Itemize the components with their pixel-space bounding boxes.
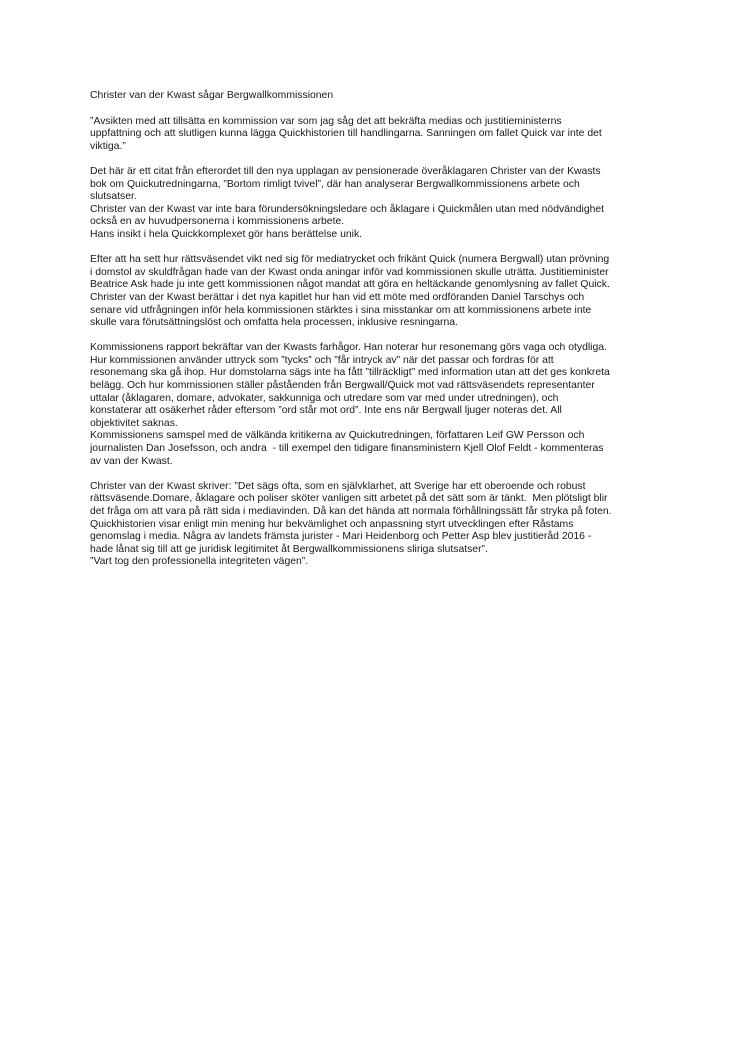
text-line: Efter att ha sett hur rättsväsendet vikt ned sig för mediatrycket och frikänt Quick (numera Bergwall) utan prövning: [90, 254, 610, 266]
text-line: Christer van der Kwast var inte bara förundersökningsledare och åklagare i Quickmålen utan med nödvändighet: [90, 203, 605, 215]
text-line: Hur kommissionen använder uttryck som ”tycks” och ”får intryck av” när det passar och fordras för att: [90, 354, 554, 366]
document-body: [90, 116, 670, 569]
text-line: Christer van der Kwast berättar i det nya kapitlet hur han vid ett möte med ordföranden Daniel Tarschys och: [90, 291, 585, 303]
text-line: av van der Kwast.: [90, 455, 173, 467]
paragraph: [90, 481, 670, 569]
text-line: Kommissionens samspel med de välkända kritikerna av Quickutredningen, författaren Leif GW Persson och: [90, 430, 585, 442]
text-line: Beatrice Ask hade ju inte gett kommissionen något mandat att göra en heltäckande genomlysning av fallet Quick.: [90, 279, 610, 291]
text-line: ”Vart tog den professionella integriteten vägen”.: [90, 556, 309, 568]
text-line: resonemang ska gå ihop. Hur domstolarna sägs inte ha fått ”tillräckligt” med information utan att det ges konkreta: [90, 367, 610, 379]
text-line: viktiga.”: [90, 140, 126, 152]
text-line: det fråga om att vara på rätt sida i mediavinden. Då kan det hända att normala förhållningssätt får stryka på foten.: [90, 506, 612, 517]
paragraph: [90, 116, 670, 154]
text-line: Christer van der Kwast skriver: ”Det sägs ofta, som en självklarhet, att Sverige har ett oberoende och robust: [90, 480, 586, 492]
text-line: konstaterar att osäkerhet råder eftersom ”ord står mot ord”. Inte ens när Bergwall ljuger noteras det. All: [90, 405, 562, 417]
text-line: bok om Quickutredningarna, ”Bortom rimligt tvivel”, där han analyserar Bergwallkommissionens arbete och: [90, 178, 580, 190]
paragraph: [90, 166, 670, 242]
text-line: objektivitet saknas.: [90, 417, 178, 429]
text-line: Quickhistorien visar enligt min mening hur bekvämlighet och anpassning styrt utvecklingen efter Råstams: [90, 518, 574, 530]
text-line: uttalar (åklagaren, domare, advokater, sakkunniga och utredare som var med under utredningen), och: [90, 392, 559, 404]
text-line: slutsatser.: [90, 191, 137, 203]
text-line: i domstol av skuldfrågan hade van der Kwast onda aningar inför vad kommissionen skulle uträtta. Justitieminister: [90, 266, 609, 278]
text-line: uppfattning och att slutligen kunna lägga Quickhistorien till handlingarna. Sanningen om fallet Quick var inte det: [90, 128, 602, 140]
paragraph: [90, 342, 670, 468]
text-line: rättsväsende.Domare, åklagare och poliser sköter vanligen sitt arbetet på det sätt som är tänkt. Men plötsligt blir: [90, 493, 608, 505]
text-line: Hans insikt i hela Quickkomplexet gör hans berättelse unik.: [90, 228, 363, 240]
text-line: Kommissionens rapport bekräftar van der Kwasts farhågor. Han noterar hur resonemang görs vaga och otydliga.: [90, 342, 607, 354]
text-line: belägg. Och hur kommissionen ställer påståenden från Bergwall/Quick mot vad rättsväsendets representanter: [90, 380, 595, 392]
text-line: Det här är ett citat från efterordet till den nya upplagan av pensionerade överåklagaren Christer van der Kwasts: [90, 165, 601, 177]
text-line: också en av huvudpersonerna i kommissionens arbete.: [90, 216, 345, 228]
text-line: journalisten Dan Josefsson, och andra - till exempel den tidigare finansministern Kjell Olof Feldt - kommenteras: [90, 443, 604, 455]
document-title: Christer van der Kwast sågar Bergwallkommissionen: [90, 90, 334, 101]
text-line: genomslag i media. Några av landets främsta jurister - Mari Heidenborg och Petter Asp blev justitieråd 2016 -: [90, 531, 592, 543]
text-line: hade lånat sig till att ge juridisk legitimitet åt Bergwallkommissionens sliriga slutsatser”.: [90, 543, 488, 555]
document-page: [90, 90, 670, 582]
text-line: senare vid utfrågningen inför hela kommissionen stärktes i sina misstankar om att kommissionens arbete inte: [90, 304, 592, 316]
text-line: skulle vara förutsättningslöst och omfatta hela processen, inklusive resningarna.: [90, 317, 458, 329]
paragraph: [90, 254, 670, 330]
text-line: ”Avsikten med att tillsätta en kommission var som jag såg det att bekräfta medias och justitieministerns: [90, 115, 562, 127]
